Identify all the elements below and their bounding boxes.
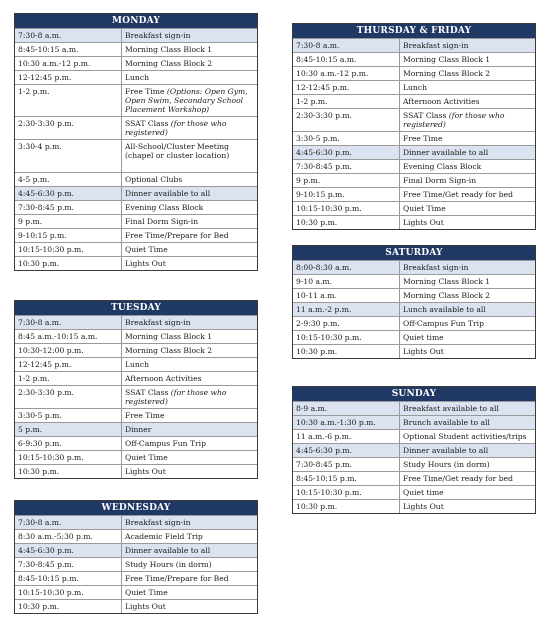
time-cell: 12-12:45 p.m. (293, 81, 400, 94)
activity-cell (122, 243, 257, 256)
activity-cell (400, 202, 535, 215)
activity-text: Free Time/Get ready for bed (403, 474, 513, 483)
table-row (293, 274, 535, 288)
activity-text: Dinner available to all (403, 446, 489, 455)
table-row (293, 159, 535, 173)
schedule-table-wednesday (14, 500, 258, 614)
activity-cell (400, 81, 535, 94)
time-cell: 1-2 p.m. (15, 85, 122, 116)
table-row (293, 131, 535, 145)
activity-text: Quiet Time (125, 588, 168, 597)
activity-text: Academic Field Trip (125, 532, 203, 541)
activity-cell (400, 317, 535, 330)
activity-text: Dinner available to all (125, 546, 211, 555)
time-cell: 12-12:45 p.m. (15, 71, 122, 84)
table-row (293, 316, 535, 330)
table-row (293, 38, 535, 52)
activity-cell (122, 229, 257, 242)
table-row (15, 557, 257, 571)
activity-cell (400, 402, 535, 415)
activity-cell (122, 544, 257, 557)
table-row (293, 108, 535, 131)
activity-cell (400, 430, 535, 443)
activity-cell (122, 423, 257, 436)
day-header: MONDAY (15, 14, 257, 28)
time-cell: 3:30-5 p.m. (15, 409, 122, 422)
time-cell: 4:45-6:30 p.m. (293, 444, 400, 457)
time-cell: 3:30-4 p.m. (15, 140, 122, 172)
activity-cell (400, 174, 535, 187)
table-row (15, 42, 257, 56)
table-row (293, 173, 535, 187)
activity-cell (122, 465, 257, 478)
activity-text: Lights Out (125, 602, 166, 611)
activity-cell (122, 57, 257, 70)
activity-text: Morning Class Block 1 (403, 277, 491, 286)
schedule-table-saturday (292, 245, 536, 359)
time-cell: 4:45-6:30 p.m. (293, 146, 400, 159)
table-row (15, 571, 257, 585)
activity-text: Morning Class Block 2 (125, 59, 213, 68)
activity-cell (400, 160, 535, 173)
activity-cell (122, 215, 257, 228)
time-cell: 4-5 p.m. (15, 173, 122, 186)
activity-note: (for those who registered) (403, 111, 505, 129)
table-row (15, 116, 257, 139)
time-cell: 11 a.m.-6 p.m. (293, 430, 400, 443)
time-cell: 1-2 p.m. (293, 95, 400, 108)
time-cell: 10:30 a.m.-12 p.m. (293, 67, 400, 80)
activity-cell (122, 409, 257, 422)
time-cell: 9-10:15 p.m. (15, 229, 122, 242)
activity-cell (122, 451, 257, 464)
time-cell: 8:45 a.m.-10:15 a.m. (15, 330, 122, 343)
time-cell: 5 p.m. (15, 423, 122, 436)
schedule-table-tuesday (14, 300, 258, 479)
time-cell: 10:15-10:30 p.m. (15, 243, 122, 256)
time-cell: 11 a.m.-2 p.m. (293, 303, 400, 316)
time-cell: 10:15-10:30 p.m. (15, 586, 122, 599)
activity-text: Afternoon Activities (403, 97, 480, 106)
time-cell: 8:45-10:15 a.m. (15, 43, 122, 56)
time-cell: 4:45-6:30 p.m. (15, 187, 122, 200)
table-row (15, 56, 257, 70)
time-cell: 8:45-10:15 p.m. (15, 572, 122, 585)
table-row (15, 585, 257, 599)
activity-cell (122, 437, 257, 450)
table-row (293, 457, 535, 471)
activity-text: Morning Class Block 2 (403, 291, 491, 300)
activity-text: Quiet time (403, 333, 444, 342)
activity-text: Optional Clubs (125, 175, 183, 184)
table-row (293, 429, 535, 443)
activity-cell (400, 53, 535, 66)
activity-cell (122, 29, 257, 42)
activity-text: Free Time/Get ready for bed (403, 190, 513, 199)
activity-cell (122, 201, 257, 214)
activity-text: Lights Out (403, 218, 444, 227)
activity-text: Off-Campus Fun Trip (125, 439, 206, 448)
table-row (15, 70, 257, 84)
time-cell: 7:30-8:45 p.m. (293, 458, 400, 471)
time-cell: 7:30-8:45 p.m. (15, 201, 122, 214)
time-cell: 6-9:30 p.m. (15, 437, 122, 450)
table-row (15, 214, 257, 228)
time-cell: 10:30 p.m. (293, 216, 400, 229)
activity-cell (122, 173, 257, 186)
activity-note: (for those who registered) (125, 388, 227, 406)
activity-text: Breakfast sign-in (403, 263, 469, 272)
table-row (293, 187, 535, 201)
activity-cell (122, 71, 257, 84)
activity-text: SSAT Class (125, 388, 171, 397)
activity-text: Quiet time (403, 488, 444, 497)
time-cell: 10:15-10:30 p.m. (293, 486, 400, 499)
table-row (15, 139, 257, 172)
time-cell: 9-10 a.m. (293, 275, 400, 288)
activity-text: Breakfast sign-in (125, 31, 191, 40)
activity-cell (400, 95, 535, 108)
activity-text: Study Hours (in dorm) (125, 560, 212, 569)
table-row (293, 215, 535, 229)
activity-cell (400, 416, 535, 429)
time-cell: 10:30 p.m. (15, 257, 122, 270)
table-row (293, 443, 535, 457)
table-row (15, 242, 257, 256)
table-row (15, 28, 257, 42)
activity-cell (122, 372, 257, 385)
activity-cell (400, 472, 535, 485)
time-cell: 7:30-8 a.m. (15, 516, 122, 529)
activity-cell (400, 331, 535, 344)
time-cell: 10:30 p.m. (15, 465, 122, 478)
activity-cell (400, 500, 535, 513)
activity-text: Quiet Time (125, 245, 168, 254)
table-row (15, 228, 257, 242)
time-cell: 10-11 a.m. (293, 289, 400, 302)
activity-text: Free Time (403, 134, 443, 143)
activity-cell (122, 586, 257, 599)
time-cell: 10:30-12:00 p.m. (15, 344, 122, 357)
table-row (15, 329, 257, 343)
activity-cell (400, 345, 535, 358)
time-cell: 8:45-10:15 a.m. (293, 53, 400, 66)
activity-text: Lights Out (403, 502, 444, 511)
time-cell: 2:30-3:30 p.m. (15, 386, 122, 408)
activity-text: Free Time (125, 411, 165, 420)
activity-cell (122, 316, 257, 329)
activity-text: Lights Out (125, 467, 166, 476)
day-header: WEDNESDAY (15, 501, 257, 515)
table-row (293, 94, 535, 108)
activity-cell (122, 117, 257, 139)
activity-cell (400, 216, 535, 229)
activity-text: SSAT Class (403, 111, 449, 120)
activity-text: SSAT Class (125, 119, 171, 128)
time-cell: 10:15-10:30 p.m. (15, 451, 122, 464)
table-row (293, 330, 535, 344)
activity-text: Off-Campus Fun Trip (403, 319, 484, 328)
table-row (15, 357, 257, 371)
activity-text: Quiet Time (125, 453, 168, 462)
activity-text: Morning Class Block 1 (125, 45, 213, 54)
table-row (293, 201, 535, 215)
activity-text: Final Dorm Sign-in (403, 176, 477, 185)
time-cell: 8-9 a.m. (293, 402, 400, 415)
time-cell: 8:00-8:30 a.m. (293, 261, 400, 274)
table-row (15, 515, 257, 529)
table-row (15, 371, 257, 385)
schedule-table-monday (14, 13, 258, 271)
activity-text: Quiet Time (403, 204, 446, 213)
time-cell: 9 p.m. (15, 215, 122, 228)
activity-text: Brunch available to all (403, 418, 490, 427)
schedule-table-thursday-friday (292, 23, 536, 230)
activity-text: Morning Class Block 1 (125, 332, 213, 341)
activity-note: (for those who registered) (125, 119, 227, 137)
activity-cell (400, 132, 535, 145)
activity-text: Lunch (403, 83, 427, 92)
activity-text: Afternoon Activities (125, 374, 202, 383)
table-row (293, 401, 535, 415)
table-row (293, 485, 535, 499)
activity-text: Evening Class Block (125, 203, 204, 212)
time-cell: 7:30-8 a.m. (15, 29, 122, 42)
activity-text: Lunch (125, 73, 149, 82)
activity-cell (122, 330, 257, 343)
table-row (15, 543, 257, 557)
table-row (293, 66, 535, 80)
activity-text: Breakfast sign-in (403, 41, 469, 50)
time-cell: 10:30 a.m.-1:30 p.m. (293, 416, 400, 429)
activity-cell (122, 85, 257, 116)
table-row (293, 288, 535, 302)
activity-cell (400, 109, 535, 131)
time-cell: 8:45-10:15 p.m. (293, 472, 400, 485)
activity-cell (400, 458, 535, 471)
activity-note: (Options: Open Gym, Open Swim, Secondary School Placement Workshop) (125, 87, 248, 114)
table-row (15, 200, 257, 214)
table-row (15, 172, 257, 186)
time-cell: 10:30 p.m. (293, 500, 400, 513)
schedule-table-sunday (292, 386, 536, 514)
time-cell: 4:45-6:30 p.m. (15, 544, 122, 557)
table-row (15, 529, 257, 543)
activity-text: Study Hours (in dorm) (403, 460, 490, 469)
time-cell: 10:30 p.m. (15, 600, 122, 613)
time-cell: 8:30 a.m.-5:30 p.m. (15, 530, 122, 543)
time-cell: 2:30-3:30 p.m. (293, 109, 400, 131)
activity-text: Morning Class Block 2 (403, 69, 491, 78)
table-row (293, 52, 535, 66)
table-row (293, 260, 535, 274)
time-cell: 1-2 p.m. (15, 372, 122, 385)
table-row (15, 408, 257, 422)
activity-text: Optional Student activities/trips (403, 432, 527, 441)
activity-cell (122, 600, 257, 613)
activity-cell (122, 572, 257, 585)
table-row (293, 145, 535, 159)
activity-cell (400, 275, 535, 288)
activity-cell (122, 516, 257, 529)
activity-cell (122, 530, 257, 543)
table-row (15, 186, 257, 200)
table-row (15, 436, 257, 450)
time-cell: 10:30 p.m. (293, 345, 400, 358)
activity-cell (400, 486, 535, 499)
activity-text: Lights Out (403, 347, 444, 356)
table-row (15, 422, 257, 436)
time-cell: 10:30 a.m.-12 p.m. (15, 57, 122, 70)
activity-text: Breakfast available to all (403, 404, 499, 413)
table-row (293, 471, 535, 485)
time-cell: 10:15-10:30 p.m. (293, 331, 400, 344)
activity-cell (400, 146, 535, 159)
activity-text: Dinner available to all (403, 148, 489, 157)
activity-text: All-School/Cluster Meeting (chapel or cluster location) (125, 142, 230, 160)
time-cell: 7:30-8 a.m. (15, 316, 122, 329)
activity-cell (122, 140, 257, 172)
activity-text: Breakfast sign-in (125, 318, 191, 327)
time-cell: 2:30-3:30 p.m. (15, 117, 122, 139)
table-row (15, 343, 257, 357)
activity-text: Lights Out (125, 259, 166, 268)
activity-cell (400, 303, 535, 316)
activity-text: Dinner available to all (125, 189, 211, 198)
time-cell: 7:30-8:45 p.m. (293, 160, 400, 173)
day-header: SATURDAY (293, 246, 535, 260)
table-row (15, 599, 257, 613)
activity-cell (400, 67, 535, 80)
activity-text: Free Time/Prepare for Bed (125, 574, 229, 583)
activity-cell (400, 188, 535, 201)
table-row (293, 302, 535, 316)
activity-text: Morning Class Block 1 (403, 55, 491, 64)
activity-cell (122, 187, 257, 200)
activity-text: Lunch available to all (403, 305, 486, 314)
activity-cell (122, 558, 257, 571)
table-row (293, 80, 535, 94)
activity-text: Evening Class Block (403, 162, 482, 171)
table-row (293, 344, 535, 358)
time-cell: 3:30-5 p.m. (293, 132, 400, 145)
time-cell: 9 p.m. (293, 174, 400, 187)
activity-cell (400, 261, 535, 274)
activity-text: Morning Class Block 2 (125, 346, 213, 355)
day-header: THURSDAY & FRIDAY (293, 24, 535, 38)
table-row (15, 315, 257, 329)
activity-text: Free Time (125, 87, 167, 96)
table-row (15, 464, 257, 478)
table-row (293, 415, 535, 429)
activity-cell (122, 344, 257, 357)
activity-cell (122, 386, 257, 408)
table-row (293, 499, 535, 513)
activity-cell (122, 43, 257, 56)
time-cell: 2-9:30 p.m. (293, 317, 400, 330)
table-row (15, 450, 257, 464)
activity-cell (400, 289, 535, 302)
table-row (15, 385, 257, 408)
activity-text: Dinner (125, 425, 152, 434)
day-header: TUESDAY (15, 301, 257, 315)
activity-text: Lunch (125, 360, 149, 369)
activity-text: Free Time/Prepare for Bed (125, 231, 229, 240)
activity-text: Final Dorm Sign-in (125, 217, 199, 226)
time-cell: 12-12:45 p.m. (15, 358, 122, 371)
activity-cell (122, 257, 257, 270)
time-cell: 7:30-8:45 p.m. (15, 558, 122, 571)
activity-cell (400, 39, 535, 52)
table-row (15, 256, 257, 270)
day-header: SUNDAY (293, 387, 535, 401)
activity-cell (400, 444, 535, 457)
table-row (15, 84, 257, 116)
time-cell: 7:30-8 a.m. (293, 39, 400, 52)
activity-text: Breakfast sign-in (125, 518, 191, 527)
activity-cell (122, 358, 257, 371)
time-cell: 9-10:15 p.m. (293, 188, 400, 201)
time-cell: 10:15-10:30 p.m. (293, 202, 400, 215)
